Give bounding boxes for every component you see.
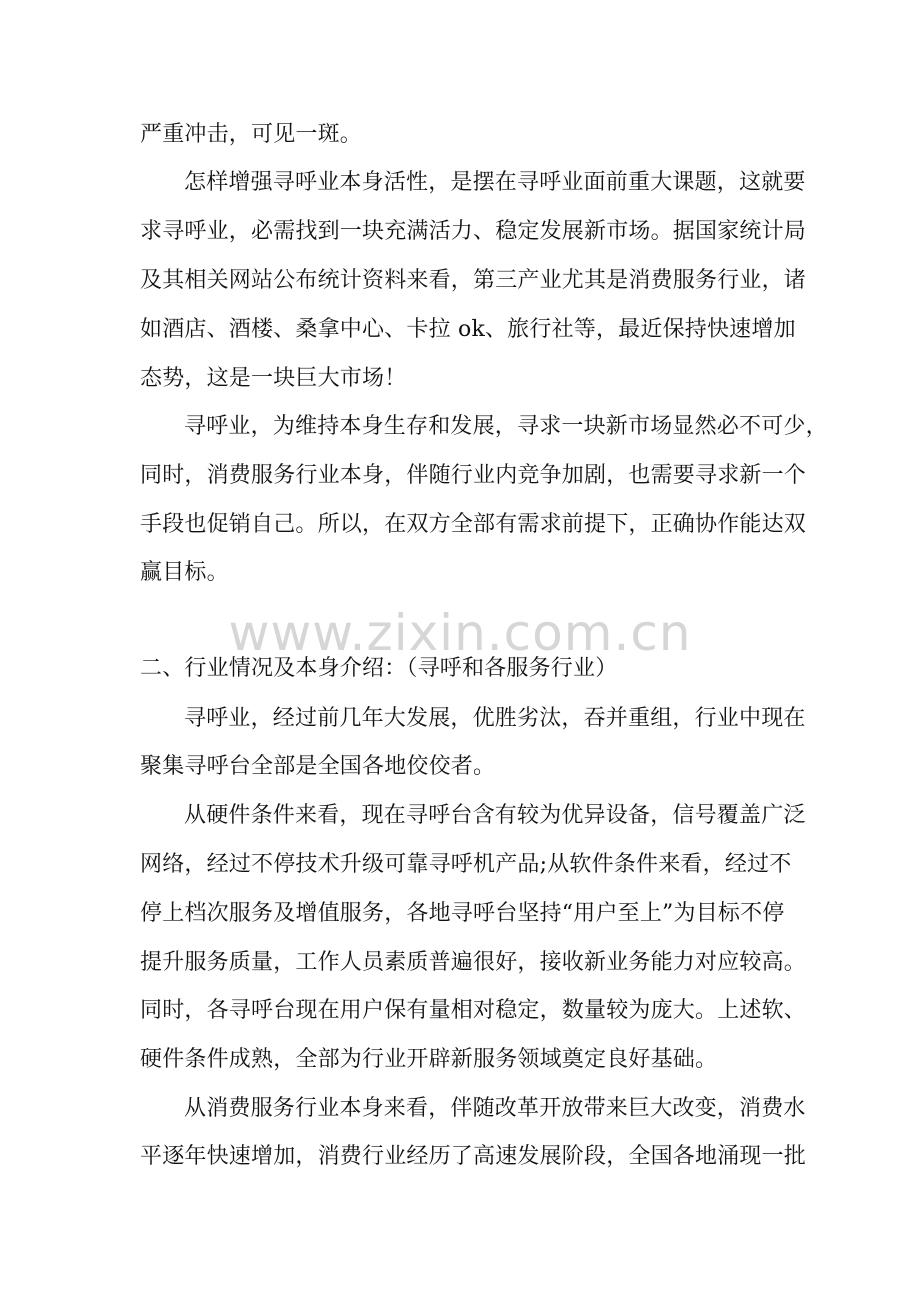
text-line: 网络，经过不停技术升级可靠寻呼机产品;从软件条件来看，经过不 (140, 852, 792, 877)
text-line: 严重冲击，可见一斑。 (140, 122, 363, 147)
text-line: 从消费服务行业本身来看，伴随改革开放带来巨大改变，消费水 (184, 1096, 806, 1121)
text-line: 同时，消费服务行业本身，伴随行业内竞争加剧，也需要寻求新一个 (140, 463, 807, 488)
section-heading: 二、行业情况及本身介绍：（寻呼和各服务行业） (140, 656, 618, 681)
text-line: 停上档次服务及增值服务，各地寻呼台坚持“用户至上”为目标不停 (140, 901, 785, 926)
text-line: 硬件条件成熟，全部为行业开辟新服务领域奠定良好基础。 (140, 1047, 718, 1072)
text-line: 从硬件条件来看，现在寻呼台含有较为优异设备，信号覆盖广泛 (184, 803, 806, 828)
text-line: 平逐年快速增加，消费行业经历了高速发展阶段，全国各地涌现一批 (140, 1144, 807, 1169)
text-line: 如酒店、酒楼、桑拿中心、卡拉 ok、旅行社等，最近保持快速增加 (140, 317, 796, 342)
text-line: 同时，各寻呼台现在用户保有量相对稳定，数量较为庞大。上述软、 (140, 998, 807, 1023)
text-line: 提升服务质量，工作人员素质普遍很好，接收新业务能力对应较高。 (140, 950, 807, 975)
text-line: 寻呼业，经过前几年大发展，优胜劣汰，吞并重组，行业中现在 (184, 706, 806, 731)
text-line: 怎样增强寻呼业本身活性，是摆在寻呼业面前重大课题，这就要 (184, 170, 806, 195)
text-line: 及其相关网站公布统计资料来看，第三产业尤其是消费服务行业，诸 (140, 268, 807, 293)
text-line: 手段也促销自己。所以，在双方全部有需求前提下，正确协作能达双 (140, 512, 807, 537)
text-line: 聚集寻呼台全部是全国各地佼佼者。 (140, 754, 496, 779)
text-line: 态势，这是一块巨大市场！ (140, 366, 407, 391)
watermark: www.zixin.com.cn (228, 604, 692, 662)
text-line: 寻呼业，为维持本身生存和发展，寻求一块新市场显然必不可少， (184, 414, 828, 439)
text-line: 赢目标。 (140, 560, 229, 585)
text-line: 求寻呼业，必需找到一块充满活力、稳定发展新市场。据国家统计局 (140, 219, 807, 244)
